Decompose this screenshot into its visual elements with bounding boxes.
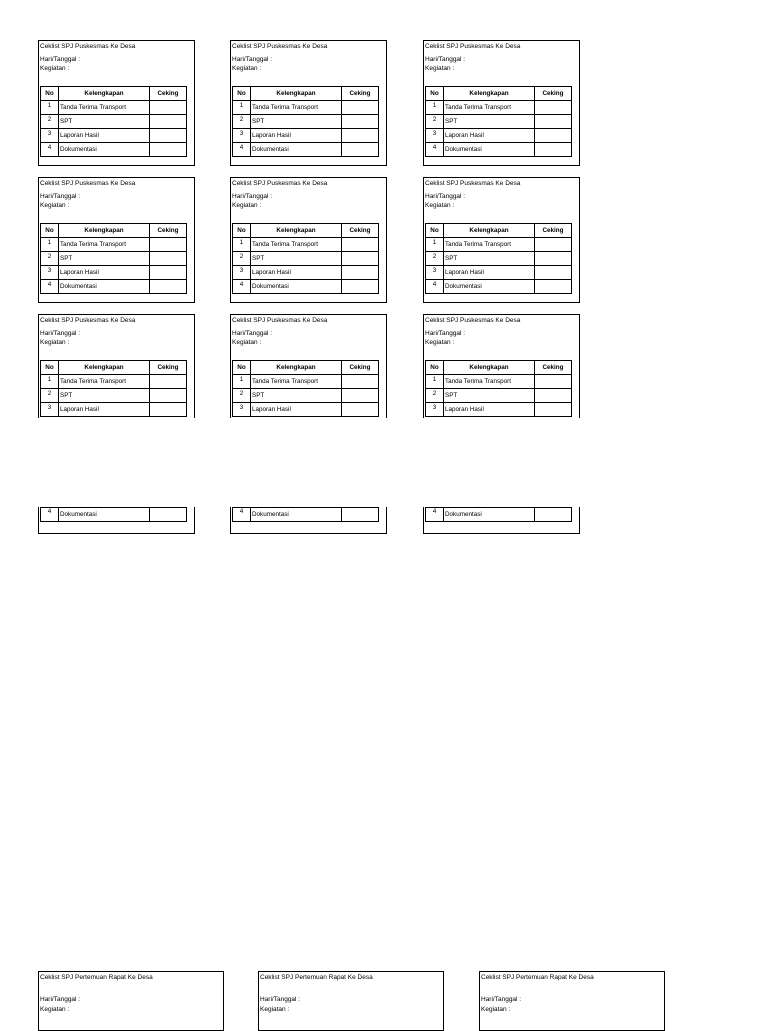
header-no: No: [426, 361, 444, 375]
activity-label: Kegiatan :: [40, 1006, 70, 1013]
checklist-card-continuation: [423, 507, 580, 534]
table-row: [233, 101, 379, 115]
row-item: Laporan Hasil: [59, 403, 150, 417]
activity-label: Kegiatan :: [40, 65, 70, 72]
row-item: Tanda Terima Transport: [444, 101, 535, 115]
day-label: Hari/Tanggal :: [425, 193, 466, 200]
header-no: No: [233, 361, 251, 375]
row-no: 3: [41, 266, 59, 280]
header-item: Kelengkapan: [251, 87, 342, 101]
row-no: 4: [41, 508, 59, 522]
row-check-cell[interactable]: [535, 129, 572, 143]
activity-label: Kegiatan :: [481, 1006, 511, 1013]
day-label: Hari/Tanggal :: [40, 193, 81, 200]
header-check: Ceking: [342, 224, 379, 238]
header-check: Ceking: [342, 361, 379, 375]
activity-label: Kegiatan :: [425, 339, 455, 346]
row-item: Laporan Hasil: [59, 129, 150, 143]
table-row: [233, 238, 379, 252]
row-no: 4: [233, 143, 251, 157]
table-header-row: [233, 87, 379, 101]
row-no: 2: [233, 389, 251, 403]
header-check: Ceking: [150, 87, 187, 101]
checklist-table: [425, 223, 572, 294]
table-header-row: [41, 224, 187, 238]
row-no: 1: [41, 101, 59, 115]
row-item: Tanda Terima Transport: [251, 375, 342, 389]
checklist-card-split: [230, 314, 387, 418]
table-row: [233, 252, 379, 266]
row-item: Tanda Terima Transport: [251, 238, 342, 252]
row-no: 4: [41, 280, 59, 294]
table-header-row: [41, 87, 187, 101]
row-item: Dokumentasi: [444, 280, 535, 294]
header-check: Ceking: [535, 361, 572, 375]
row-item: SPT: [59, 389, 150, 403]
card-title: Ceklist SPJ Puskesmas Ke Desa: [232, 43, 328, 50]
row-no: 3: [426, 403, 444, 417]
row-no: 2: [233, 115, 251, 129]
row-item: SPT: [251, 252, 342, 266]
row-no: 1: [426, 375, 444, 389]
row-item: Laporan Hasil: [251, 403, 342, 417]
checklist-table: [40, 223, 187, 294]
table-row: [41, 115, 187, 129]
row-item: Dokumentasi: [444, 143, 535, 157]
table-row: [233, 375, 379, 389]
row-no: 1: [233, 101, 251, 115]
checklist-table: [40, 86, 187, 157]
checklist-table: [232, 223, 379, 294]
checklist-card-continuation: [38, 507, 195, 534]
card-title: Ceklist SPJ Puskesmas Ke Desa: [40, 317, 136, 324]
row-no: 2: [41, 389, 59, 403]
header-item: Kelengkapan: [251, 224, 342, 238]
row-check-cell[interactable]: [535, 101, 572, 115]
row-check-cell[interactable]: [535, 143, 572, 157]
row-item: Laporan Hasil: [444, 403, 535, 417]
header-no: No: [426, 87, 444, 101]
row-item: Tanda Terima Transport: [59, 238, 150, 252]
row-item: Laporan Hasil: [251, 266, 342, 280]
row-item: Laporan Hasil: [251, 129, 342, 143]
row-item: Laporan Hasil: [59, 266, 150, 280]
table-header-row: [426, 361, 572, 375]
header-item: Kelengkapan: [251, 361, 342, 375]
header-no: No: [41, 224, 59, 238]
activity-label: Kegiatan :: [260, 1006, 290, 1013]
header-item: Kelengkapan: [444, 361, 535, 375]
row-check-cell[interactable]: [150, 143, 187, 157]
row-check-cell[interactable]: [150, 403, 187, 417]
row-item: Dokumentasi: [59, 508, 150, 522]
card-title: Ceklist SPJ Puskesmas Ke Desa: [425, 317, 521, 324]
meeting-checklist-card: [479, 971, 665, 1031]
row-check-cell[interactable]: [342, 238, 379, 252]
row-check-cell[interactable]: [342, 280, 379, 294]
table-header-row: [41, 361, 187, 375]
row-no: 2: [41, 115, 59, 129]
row-item: Dokumentasi: [251, 280, 342, 294]
table-row: [233, 403, 379, 417]
row-no: 4: [426, 280, 444, 294]
table-row: [41, 238, 187, 252]
table-row: [41, 252, 187, 266]
day-label: Hari/Tanggal :: [425, 56, 466, 63]
day-label: Hari/Tanggal :: [232, 193, 273, 200]
meeting-card-title: Ceklist SPJ Pertemuan Rapat Ke Desa: [481, 974, 594, 981]
activity-label: Kegiatan :: [40, 339, 70, 346]
row-item: Dokumentasi: [59, 280, 150, 294]
activity-label: Kegiatan :: [425, 202, 455, 209]
meeting-checklist-card: [258, 971, 444, 1031]
card-title: Ceklist SPJ Puskesmas Ke Desa: [232, 180, 328, 187]
header-item: Kelengkapan: [59, 87, 150, 101]
table-row: [41, 266, 187, 280]
row-no: 3: [233, 403, 251, 417]
row-check-cell[interactable]: [150, 280, 187, 294]
row-check-cell[interactable]: [342, 252, 379, 266]
table-row: [233, 508, 379, 522]
row-item: SPT: [59, 252, 150, 266]
table-row: [426, 403, 572, 417]
header-item: Kelengkapan: [444, 224, 535, 238]
row-check-cell[interactable]: [535, 375, 572, 389]
checklist-card: [423, 40, 580, 166]
row-no: 2: [426, 115, 444, 129]
row-check-cell[interactable]: [342, 115, 379, 129]
day-label: Hari/Tanggal :: [425, 330, 466, 337]
checklist-card-split: [38, 314, 195, 418]
row-no: 3: [233, 266, 251, 280]
row-check-cell[interactable]: [342, 375, 379, 389]
table-row: [426, 389, 572, 403]
table-row: [41, 129, 187, 143]
table-row: [233, 129, 379, 143]
table-row: [426, 375, 572, 389]
row-check-cell[interactable]: [342, 508, 379, 522]
header-check: Ceking: [535, 224, 572, 238]
activity-label: Kegiatan :: [40, 202, 70, 209]
row-item: Tanda Terima Transport: [59, 101, 150, 115]
header-item: Kelengkapan: [59, 224, 150, 238]
row-no: 4: [426, 508, 444, 522]
row-item: SPT: [251, 115, 342, 129]
activity-label: Kegiatan :: [425, 65, 455, 72]
row-item: SPT: [59, 115, 150, 129]
row-no: 3: [426, 266, 444, 280]
row-check-cell[interactable]: [535, 266, 572, 280]
row-item: Tanda Terima Transport: [444, 375, 535, 389]
row-no: 3: [233, 129, 251, 143]
row-no: 3: [41, 403, 59, 417]
row-no: 4: [426, 143, 444, 157]
table-row: [41, 101, 187, 115]
table-row: [233, 280, 379, 294]
day-label: Hari/Tanggal :: [40, 330, 81, 337]
header-no: No: [233, 87, 251, 101]
row-check-cell[interactable]: [150, 115, 187, 129]
header-no: No: [426, 224, 444, 238]
row-no: 4: [41, 143, 59, 157]
table-row: [41, 280, 187, 294]
row-no: 3: [426, 129, 444, 143]
table-row: [426, 101, 572, 115]
row-check-cell[interactable]: [535, 280, 572, 294]
row-no: 2: [426, 252, 444, 266]
card-title: Ceklist SPJ Puskesmas Ke Desa: [232, 317, 328, 324]
table-row: [233, 389, 379, 403]
meeting-card-title: Ceklist SPJ Pertemuan Rapat Ke Desa: [260, 974, 373, 981]
header-no: No: [41, 87, 59, 101]
row-check-cell[interactable]: [150, 375, 187, 389]
meeting-card-title: Ceklist SPJ Pertemuan Rapat Ke Desa: [40, 974, 153, 981]
checklist-table: [232, 86, 379, 157]
row-no: 2: [41, 252, 59, 266]
row-check-cell[interactable]: [150, 389, 187, 403]
header-check: Ceking: [150, 224, 187, 238]
table-row: [426, 508, 572, 522]
row-no: 4: [233, 280, 251, 294]
row-item: Tanda Terima Transport: [251, 101, 342, 115]
header-check: Ceking: [342, 87, 379, 101]
row-item: Dokumentasi: [251, 143, 342, 157]
meeting-checklist-card: [38, 971, 224, 1031]
row-check-cell[interactable]: [150, 129, 187, 143]
table-row: [426, 252, 572, 266]
row-no: 4: [233, 508, 251, 522]
header-no: No: [233, 224, 251, 238]
table-header-row: [426, 87, 572, 101]
table-row: [233, 143, 379, 157]
checklist-table: [425, 360, 572, 417]
row-item: Tanda Terima Transport: [444, 238, 535, 252]
table-row: [426, 143, 572, 157]
table-row: [41, 375, 187, 389]
row-check-cell[interactable]: [535, 115, 572, 129]
row-check-cell[interactable]: [342, 101, 379, 115]
row-check-cell[interactable]: [342, 403, 379, 417]
activity-label: Kegiatan :: [232, 202, 262, 209]
day-label: Hari/Tanggal :: [232, 56, 273, 63]
row-check-cell[interactable]: [150, 101, 187, 115]
day-label: Hari/Tanggal :: [40, 56, 81, 63]
row-no: 1: [426, 101, 444, 115]
row-check-cell[interactable]: [150, 508, 187, 522]
card-title: Ceklist SPJ Puskesmas Ke Desa: [425, 180, 521, 187]
activity-label: Kegiatan :: [232, 65, 262, 72]
row-check-cell[interactable]: [150, 252, 187, 266]
checklist-table: [425, 507, 572, 522]
row-item: Laporan Hasil: [444, 266, 535, 280]
header-item: Kelengkapan: [59, 361, 150, 375]
checklist-card: [230, 177, 387, 303]
table-header-row: [233, 224, 379, 238]
day-label: Hari/Tanggal :: [481, 996, 522, 1003]
row-item: Dokumentasi: [444, 508, 535, 522]
header-check: Ceking: [150, 361, 187, 375]
row-no: 1: [426, 238, 444, 252]
checklist-table: [232, 507, 379, 522]
row-item: SPT: [251, 389, 342, 403]
checklist-table: [232, 360, 379, 417]
table-row: [426, 115, 572, 129]
row-item: SPT: [444, 389, 535, 403]
table-row: [426, 129, 572, 143]
table-row: [233, 115, 379, 129]
row-check-cell[interactable]: [535, 403, 572, 417]
row-no: 2: [233, 252, 251, 266]
checklist-card-split: [423, 314, 580, 418]
row-check-cell[interactable]: [535, 508, 572, 522]
row-item: Dokumentasi: [59, 143, 150, 157]
day-label: Hari/Tanggal :: [232, 330, 273, 337]
activity-label: Kegiatan :: [232, 339, 262, 346]
header-no: No: [41, 361, 59, 375]
header-check: Ceking: [535, 87, 572, 101]
table-row: [426, 280, 572, 294]
checklist-table: [40, 507, 187, 522]
row-item: SPT: [444, 252, 535, 266]
row-check-cell[interactable]: [535, 389, 572, 403]
table-row: [426, 266, 572, 280]
row-no: 1: [41, 375, 59, 389]
row-check-cell[interactable]: [342, 129, 379, 143]
checklist-card: [38, 40, 195, 166]
row-item: Laporan Hasil: [444, 129, 535, 143]
row-item: SPT: [444, 115, 535, 129]
table-header-row: [233, 361, 379, 375]
row-no: 1: [41, 238, 59, 252]
row-no: 1: [233, 238, 251, 252]
table-row: [233, 266, 379, 280]
row-check-cell[interactable]: [150, 238, 187, 252]
card-title: Ceklist SPJ Puskesmas Ke Desa: [40, 180, 136, 187]
row-check-cell[interactable]: [342, 266, 379, 280]
row-check-cell[interactable]: [342, 389, 379, 403]
checklist-card-continuation: [230, 507, 387, 534]
table-header-row: [426, 224, 572, 238]
checklist-table: [40, 360, 187, 417]
checklist-card: [38, 177, 195, 303]
checklist-card: [423, 177, 580, 303]
card-title: Ceklist SPJ Puskesmas Ke Desa: [40, 43, 136, 50]
row-check-cell[interactable]: [342, 143, 379, 157]
day-label: Hari/Tanggal :: [260, 996, 301, 1003]
checklist-card: [230, 40, 387, 166]
table-row: [41, 508, 187, 522]
row-item: Tanda Terima Transport: [59, 375, 150, 389]
row-check-cell[interactable]: [535, 252, 572, 266]
table-row: [41, 143, 187, 157]
checklist-table: [425, 86, 572, 157]
table-row: [426, 238, 572, 252]
row-no: 3: [41, 129, 59, 143]
row-no: 1: [233, 375, 251, 389]
table-row: [41, 403, 187, 417]
row-item: Dokumentasi: [251, 508, 342, 522]
card-title: Ceklist SPJ Puskesmas Ke Desa: [425, 43, 521, 50]
row-check-cell[interactable]: [150, 266, 187, 280]
header-item: Kelengkapan: [444, 87, 535, 101]
table-row: [41, 389, 187, 403]
row-check-cell[interactable]: [535, 238, 572, 252]
row-no: 2: [426, 389, 444, 403]
day-label: Hari/Tanggal :: [40, 996, 81, 1003]
